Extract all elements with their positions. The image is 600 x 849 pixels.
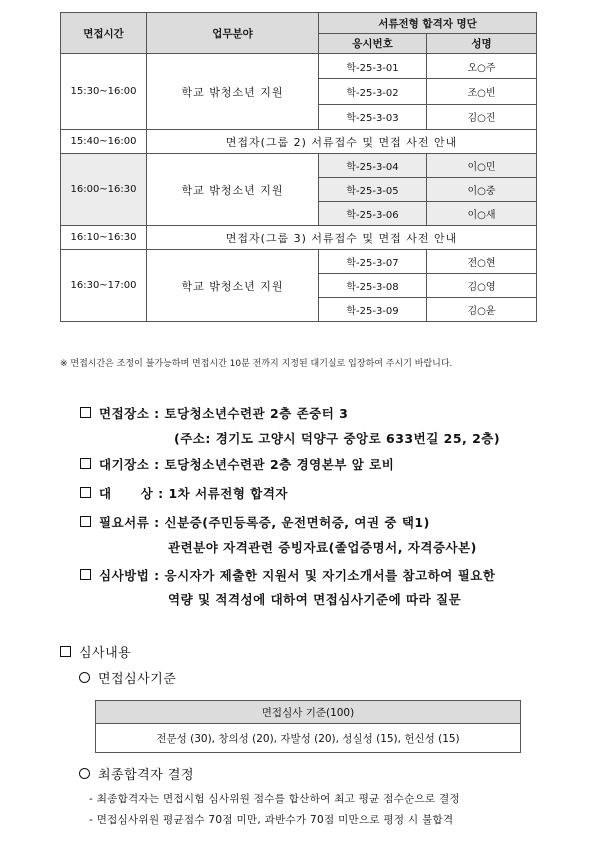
interview-schedule-table — [60, 12, 537, 322]
applicant-number: 학-25-3-06 — [319, 202, 427, 226]
group-field: 학교 밖청소년 지원 — [147, 54, 319, 130]
applicant-number: 학-25-3-04 — [319, 154, 427, 178]
notice-time: 16:10~16:30 — [61, 226, 147, 250]
info-place-address: (주소: 경기도 고양시 덕양구 중앙로 633번길 25, 2층) — [174, 431, 501, 446]
group-time: 16:00~16:30 — [61, 154, 147, 226]
group-field: 학교 밖청소년 지원 — [147, 154, 319, 226]
applicant-number: 학-25-3-05 — [319, 178, 427, 202]
applicant-number: 학-25-3-02 — [319, 79, 427, 104]
info-target: 대 상 : 1차 서류전형 합격자 — [80, 484, 288, 502]
group-time: 15:30~16:00 — [61, 54, 147, 130]
review-heading: 심사내용 — [60, 642, 131, 661]
applicant-name: 오○주 — [427, 54, 537, 79]
criteria-table — [95, 700, 521, 753]
final-heading: 최종합격자 결정 — [79, 764, 194, 783]
applicant-name: 김○진 — [427, 104, 537, 129]
info-place: 면접장소 : 토당청소년수련관 2층 존중터 3 — [80, 404, 348, 422]
applicant-name: 김○영 — [427, 274, 537, 298]
header-time: 면접시간 — [61, 13, 147, 54]
notice-row — [61, 130, 537, 154]
info-method-line2: 역량 및 적격성에 대하여 면접심사기준에 따라 질문 — [168, 592, 462, 607]
info-documents-line2: 관련분야 자격관련 증빙자료(졸업증명서, 자격증사본) — [168, 540, 477, 555]
applicant-number: 학-25-3-09 — [319, 298, 427, 322]
applicant-name: 이○새 — [427, 202, 537, 226]
notice-time: 15:40~16:00 — [61, 130, 147, 154]
notice-row — [61, 226, 537, 250]
applicant-name: 이○중 — [427, 178, 537, 202]
header-number: 응시번호 — [319, 34, 427, 54]
schedule-note: ※ 면접시간은 조정이 불가능하며 면접시간 10분 전까지 지정된 대기실로 입장하여 주시기 바랍니다. — [60, 359, 453, 369]
checkbox-square-icon — [80, 458, 91, 469]
notice-text: 면접자(그룹 3) 서류접수 및 면접 사전 안내 — [147, 226, 537, 250]
applicant-name: 김○윤 — [427, 298, 537, 322]
criteria-header: 면접심사 기준(100) — [96, 701, 521, 724]
applicant-name: 조○빈 — [427, 79, 537, 104]
table-row — [61, 54, 537, 79]
notice-text: 면접자(그룹 2) 서류접수 및 면접 사전 안내 — [147, 130, 537, 154]
info-method: 심사방법 : 응시자가 제출한 지원서 및 자기소개서를 참고하여 필요한 — [80, 566, 495, 584]
group-field: 학교 밖청소년 지원 — [147, 250, 319, 322]
applicant-number: 학-25-3-08 — [319, 274, 427, 298]
criteria-heading: 면접심사기준 — [79, 668, 176, 687]
applicant-number: 학-25-3-01 — [319, 54, 427, 79]
header-list-title: 서류전형 합격자 명단 — [319, 13, 537, 34]
applicant-name: 이○민 — [427, 154, 537, 178]
table-header-row — [61, 13, 537, 34]
table-row — [61, 154, 537, 178]
table-row — [61, 250, 537, 274]
header-name: 성명 — [427, 34, 537, 54]
group-time: 16:30~17:00 — [61, 250, 147, 322]
info-documents: 필요서류 : 신분증(주민등록증, 운전면허증, 여권 중 택1) — [80, 513, 430, 531]
circle-bullet-icon — [79, 672, 90, 683]
applicant-name: 전○현 — [427, 250, 537, 274]
circle-bullet-icon — [79, 768, 90, 779]
checkbox-square-icon — [80, 569, 91, 580]
checkbox-square-icon — [60, 646, 71, 657]
criteria-values: 전문성 (30), 창의성 (20), 자발성 (20), 성실성 (15), 헌신성 (15) — [96, 724, 521, 753]
checkbox-square-icon — [80, 516, 91, 527]
applicant-number: 학-25-3-07 — [319, 250, 427, 274]
applicant-number: 학-25-3-03 — [319, 104, 427, 129]
header-field: 업무분야 — [147, 13, 319, 54]
final-bullet-1: - 최종합격자는 면접시험 심사위원 점수를 합산하여 최고 평균 점수순으로 결정 — [89, 793, 461, 805]
final-bullet-2: - 면접심사위원 평균점수 70점 미만, 과반수가 70점 미만으로 평정 시 불합격 — [89, 814, 454, 826]
checkbox-square-icon — [80, 487, 91, 498]
info-waiting: 대기장소 : 토당청소년수련관 2층 경영본부 앞 로비 — [80, 455, 394, 473]
checkbox-square-icon — [80, 407, 91, 418]
